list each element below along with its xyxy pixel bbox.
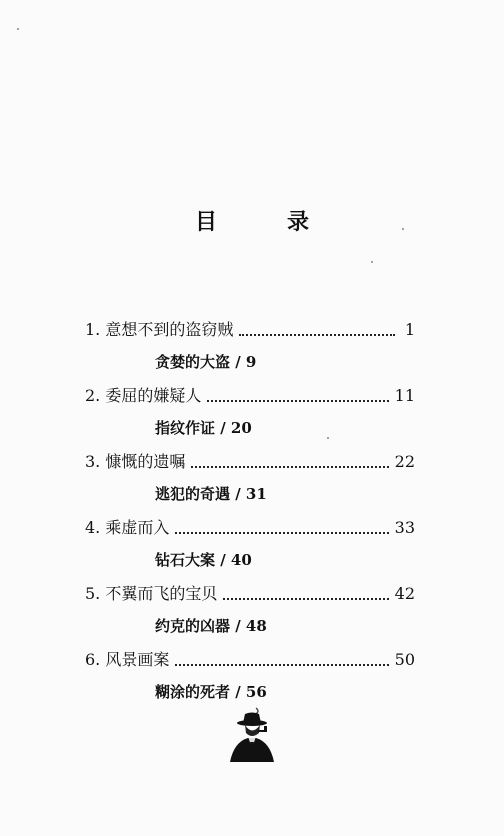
dot-leader: [239, 333, 395, 336]
dot-leader: [207, 399, 388, 402]
toc-page-number: 22: [394, 452, 415, 471]
toc-page-number: 33: [394, 518, 415, 537]
dot-leader: [223, 597, 388, 600]
toc-page-number: 42: [394, 584, 415, 603]
title-char-left: 目: [194, 209, 217, 235]
toc-entry-title: 6. 风景画案: [85, 650, 170, 669]
toc-subentry-6: 糊涂的死者 / 56: [155, 683, 267, 701]
toc-entry-4: [85, 516, 415, 540]
toc-subentry-2: 指纹作证 / 20: [155, 419, 252, 437]
scan-speck: [402, 228, 404, 230]
dot-leader: [175, 531, 388, 534]
toc-subentry-4: 钻石大案 / 40: [155, 551, 252, 569]
toc-entry-1: [85, 318, 415, 342]
page-title: [0, 205, 504, 236]
toc-page-number: 11: [394, 386, 415, 405]
toc-subentry-3: 逃犯的奇遇 / 31: [155, 485, 267, 503]
toc-subentry-5: 约克的凶器 / 48: [155, 617, 267, 635]
dot-leader: [191, 465, 388, 468]
toc-entry-2: [85, 384, 415, 408]
toc-entry-title: 3. 慷慨的遗嘱: [85, 452, 186, 471]
toc-entry-title: 1. 意想不到的盗窃贼: [85, 320, 234, 339]
toc-page-number: 50: [394, 650, 415, 669]
scan-speck: [17, 28, 19, 30]
toc-page-number: 1: [404, 320, 415, 339]
scan-speck: [327, 437, 329, 439]
toc-subentry-1: 贪婪的大盗 / 9: [155, 353, 257, 371]
toc-entry-title: 4. 乘虚而入: [85, 518, 170, 537]
detective-silhouette-icon: [226, 706, 276, 762]
scan-speck: [371, 261, 373, 263]
toc-entry-3: [85, 450, 415, 474]
title-char-right: 录: [287, 209, 310, 235]
dot-leader: [175, 663, 388, 666]
toc-entry-title: 2. 委屈的嫌疑人: [85, 386, 202, 405]
toc-entry-6: [85, 648, 415, 672]
toc-entry-title: 5. 不翼而飞的宝贝: [85, 584, 218, 603]
toc-entry-5: [85, 582, 415, 606]
